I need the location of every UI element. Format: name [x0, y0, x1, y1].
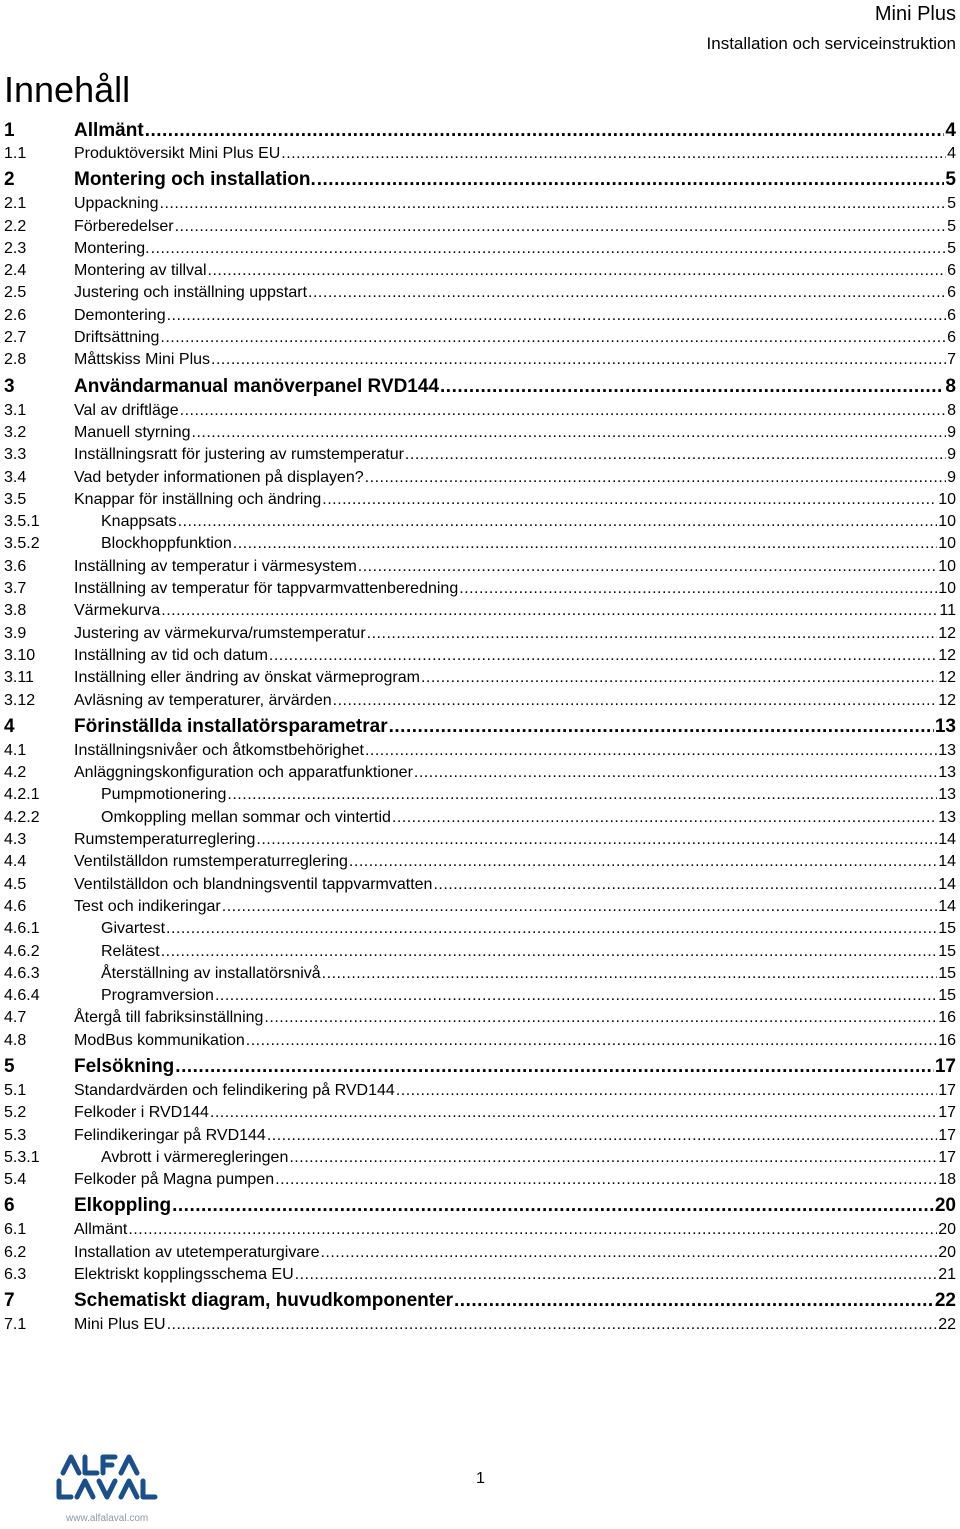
toc-dot-leader [289, 1147, 937, 1169]
toc-entry-title: Ventilställdon rumstemperaturreglering [74, 853, 348, 871]
toc-dot-leader [264, 1007, 937, 1029]
toc-dot-leader [167, 305, 946, 327]
alfa-laval-logo [55, 1447, 185, 1507]
toc-entry-number: 3.11 [4, 669, 34, 687]
toc-entry-number: 1.1 [4, 145, 27, 162]
toc-entry[interactable] [4, 1219, 956, 1241]
toc-entry-page: 5 [947, 195, 956, 213]
page-number: 1 [476, 1470, 485, 1487]
toc-entry-page: 20 [934, 1195, 956, 1217]
toc-entry-page: 6 [947, 306, 956, 324]
toc-entry[interactable] [4, 193, 956, 215]
toc-entry[interactable] [4, 282, 956, 304]
toc-entry[interactable] [4, 714, 956, 740]
toc-entry-page: 13 [934, 715, 956, 737]
toc-entry-page: 15 [938, 987, 956, 1005]
toc-entry-number: 4.3 [4, 831, 27, 849]
toc-dot-leader [367, 623, 938, 645]
toc-entry-title: Driftsättning [74, 329, 160, 347]
toc-entry-title: Mini Plus EU [74, 1316, 166, 1334]
toc-entry-number: 3.12 [4, 691, 36, 709]
toc-entry-page: 14 [938, 897, 956, 915]
toc-entry-page: 16 [938, 1031, 956, 1049]
toc-entry[interactable] [4, 119, 956, 143]
toc-entry-number: 7 [4, 1290, 15, 1312]
toc-entry-page: 17 [938, 1104, 956, 1122]
toc-entry-title: Produktöversikt Mini Plus EU [74, 145, 281, 162]
toc-entry-page: 16 [938, 1009, 956, 1027]
toc-entry-number: 4.6.1 [4, 920, 40, 938]
toc-entry-page: 15 [938, 920, 956, 938]
toc-entry-page: 14 [938, 853, 956, 871]
toc-dot-leader [414, 762, 937, 784]
toc-entry-number: 3.10 [4, 646, 36, 664]
toc-entry-title: Användarmanual manöverpanel RVD144 [74, 375, 440, 397]
toc-dot-leader [322, 963, 938, 985]
toc-entry-page: 22 [938, 1316, 956, 1334]
toc-entry-title: Felkoder i RVD144 [74, 1104, 209, 1122]
toc-entry-title: Justering av värmekurva/rumstemperatur [74, 624, 366, 642]
toc-dot-leader [333, 690, 938, 712]
toc-entry-title: Demontering [74, 306, 166, 324]
toc-entry-page: 8 [945, 375, 956, 397]
toc-entry-page: 20 [938, 1243, 956, 1261]
toc-dot-leader [320, 1242, 937, 1264]
toc-entry[interactable] [4, 667, 956, 689]
toc-entry-title: Anläggningskonfiguration och apparatfunktioner [74, 764, 413, 782]
toc-entry-title: Omkoppling mellan sommar och vintertid [101, 808, 391, 826]
toc-entry[interactable] [4, 829, 956, 851]
toc-entry-title: Val av driftläge [74, 401, 179, 419]
toc-entry-number: 2.5 [4, 284, 27, 302]
toc-entry-page: 15 [938, 942, 956, 960]
toc-entry-page: 13 [938, 741, 956, 759]
toc-entry-number: 3.2 [4, 423, 27, 441]
toc-entry-title: Måttskiss Mini Plus [74, 351, 211, 369]
toc-entry-title: Elektriskt kopplingsschema EU [74, 1266, 294, 1284]
toc-entry[interactable] [4, 489, 956, 511]
toc-entry-title: Knappar för inställning och ändring [74, 490, 322, 508]
toc-entry[interactable] [4, 1264, 956, 1286]
toc-entry-number: 6.2 [4, 1243, 27, 1261]
toc-entry[interactable] [4, 238, 956, 260]
toc-entry-page: 22 [934, 1290, 956, 1312]
toc-dot-leader [151, 238, 947, 260]
toc-entry-title: Elkoppling [74, 1195, 172, 1217]
toc-entry-page: 13 [938, 808, 956, 826]
toc-entry[interactable] [4, 167, 956, 193]
toc-dot-leader [440, 374, 944, 400]
toc-dot-leader [421, 667, 937, 689]
toc-entry[interactable] [4, 143, 956, 165]
toc-dot-leader [275, 1169, 937, 1191]
toc-entry[interactable] [4, 1169, 956, 1191]
toc-entry-title: Allmänt [74, 120, 144, 141]
toc-entry-title: Knappsats [101, 513, 177, 531]
toc-entry-page: 18 [938, 1171, 956, 1189]
toc-dot-leader [295, 1264, 938, 1286]
toc-entry[interactable] [4, 1030, 956, 1052]
toc-entry-page: 12 [938, 669, 956, 687]
toc-entry-title: Standardvärden och felindikering på RVD144 [74, 1081, 395, 1099]
toc-entry-number: 3.4 [4, 468, 27, 486]
toc-entry-number: 3 [4, 375, 15, 397]
toc-entry-number: 4.5 [4, 875, 27, 893]
toc-entry-title: Felsökning [74, 1055, 175, 1077]
toc-entry-number: 3.8 [4, 602, 27, 620]
toc-entry-number: 7.1 [4, 1316, 27, 1334]
toc-entry-page: 5 [945, 169, 956, 191]
toc-dot-leader [172, 1193, 934, 1219]
toc-entry-number: 2.3 [4, 239, 27, 257]
toc-entry[interactable] [4, 784, 956, 806]
toc-dot-leader [308, 282, 946, 304]
toc-entry[interactable] [4, 556, 956, 578]
toc-entry[interactable] [4, 623, 956, 645]
toc-entry-page: 10 [938, 557, 956, 575]
toc-entry[interactable] [4, 1242, 956, 1264]
footer-url: www.alfalaval.com [66, 1513, 149, 1524]
toc-entry-number: 3.5 [4, 490, 27, 508]
toc-entry-number: 1 [4, 120, 15, 141]
toc-entry-page: 12 [938, 624, 956, 642]
toc-entry[interactable] [4, 851, 956, 873]
toc-dot-leader [128, 1219, 937, 1241]
toc-entry-title: Ventilställdon och blandningsventil tappvarmvatten [74, 875, 433, 893]
toc-entry-number: 4.4 [4, 853, 27, 871]
toc-entry-page: 12 [938, 691, 956, 709]
toc-entry-page: 9 [947, 468, 956, 486]
toc-entry-number: 5 [4, 1055, 15, 1077]
toc-dot-leader [208, 260, 947, 282]
toc-entry-page: 17 [938, 1126, 956, 1144]
toc-entry-number: 3.5.2 [4, 535, 40, 553]
toc-entry-number: 4.8 [4, 1031, 27, 1049]
toc-entry-page: 14 [938, 831, 956, 849]
toc-entry-number: 4.2 [4, 764, 27, 782]
toc-entry[interactable] [4, 807, 956, 829]
toc-entry-number: 2.1 [4, 195, 27, 213]
toc-dot-leader [322, 489, 937, 511]
toc-entry-number: 4.2.2 [4, 808, 40, 826]
toc-entry[interactable] [4, 762, 956, 784]
toc-entry-number: 2.2 [4, 217, 27, 235]
toc-entry-title: Återgå till fabriksinställning [74, 1009, 264, 1027]
document-subtitle: Installation och serviceinstruktion [706, 34, 956, 53]
toc-entry-title: Inställning eller ändring av önskat värmeprogram [74, 669, 420, 687]
table-of-contents [4, 119, 956, 1337]
toc-entry-title: Justering och inställning uppstart [74, 284, 308, 302]
toc-entry-title: Inställningsratt för justering av rumstemperatur [74, 446, 404, 464]
toc-entry[interactable] [4, 327, 956, 349]
toc-entry-number: 4 [4, 715, 15, 737]
toc-entry-number: 4.6 [4, 897, 27, 915]
toc-dot-leader [317, 167, 945, 193]
toc-entry-page: 13 [938, 786, 956, 804]
toc-entry-title: Test och indikeringar [74, 897, 221, 915]
toc-entry[interactable] [4, 941, 956, 963]
toc-entry-title: Avläsning av temperaturer, ärvärden [74, 691, 332, 709]
toc-entry-title: Förinställda installatörsparametrar [74, 715, 388, 737]
toc-entry[interactable] [4, 305, 956, 327]
toc-entry-number: 4.6.2 [4, 942, 40, 960]
toc-dot-leader [267, 1125, 937, 1147]
toc-entry-number: 5.2 [4, 1104, 27, 1122]
toc-entry-title: Manuell styrning [74, 423, 191, 441]
toc-entry-title: Värmekurva [74, 602, 161, 620]
toc-dot-leader [161, 941, 938, 963]
toc-entry-page: 5 [947, 217, 956, 235]
toc-entry[interactable] [4, 985, 956, 1007]
toc-dot-leader [160, 327, 946, 349]
toc-entry-number: 4.7 [4, 1009, 27, 1027]
toc-entry[interactable] [4, 444, 956, 466]
toc-entry-page: 15 [938, 964, 956, 982]
toc-entry-title: Montering av tillval [74, 262, 207, 280]
toc-dot-leader [396, 1080, 937, 1102]
toc-dot-leader [222, 896, 937, 918]
toc-entry-title: Pumpmotionering [101, 786, 227, 804]
toc-entry-title: Inställning av tid och datum [74, 646, 268, 664]
toc-entry-number: 5.3 [4, 1126, 27, 1144]
toc-entry-page: 10 [938, 490, 956, 508]
toc-entry-title: Montering och installation. [74, 169, 316, 191]
toc-entry-page: 4 [947, 145, 956, 162]
toc-dot-leader [459, 578, 937, 600]
toc-entry[interactable] [4, 1102, 956, 1124]
toc-entry-title: Felkoder på Magna pumpen [74, 1171, 275, 1189]
toc-entry[interactable] [4, 422, 956, 444]
toc-entry-title: Installation av utetemperaturgivare [74, 1243, 320, 1261]
toc-entry-title: Uppackning [74, 195, 159, 213]
toc-entry-page: 9 [947, 446, 956, 464]
toc-entry-number: 2.6 [4, 306, 27, 324]
toc-entry-title: Schematiskt diagram, huvudkomponenter [74, 1290, 454, 1312]
toc-entry-number: 3.7 [4, 580, 27, 598]
toc-entry[interactable] [4, 1147, 956, 1169]
toc-entry-title: Vad betyder informationen på displayen? [74, 468, 364, 486]
toc-entry-number: 6 [4, 1195, 15, 1217]
toc-entry-page: 6 [947, 284, 956, 302]
toc-entry-page: 21 [938, 1266, 956, 1284]
toc-entry-title: Felindikeringar på RVD144 [74, 1126, 266, 1144]
toc-dot-leader [349, 851, 937, 873]
toc-entry-title: Relätest [101, 942, 160, 960]
toc-dot-leader [210, 1102, 937, 1124]
toc-entry-number: 3.1 [4, 401, 27, 419]
toc-entry[interactable] [4, 645, 956, 667]
toc-entry-page: 12 [938, 646, 956, 664]
toc-dot-leader [145, 119, 945, 143]
toc-entry-title: Inställning av temperatur i värmesystem [74, 557, 357, 575]
toc-entry-number: 2 [4, 169, 15, 191]
toc-entry[interactable] [4, 740, 956, 762]
toc-entry-page: 10 [938, 513, 956, 531]
toc-entry[interactable] [4, 400, 956, 422]
toc-entry-number: 6.1 [4, 1221, 27, 1239]
toc-entry-number: 5.1 [4, 1081, 27, 1099]
toc-entry-number: 2.7 [4, 329, 27, 347]
toc-dot-leader [178, 511, 938, 533]
toc-entry-title: Programversion [101, 987, 214, 1005]
toc-entry-title: ModBus kommunikation [74, 1031, 245, 1049]
toc-entry-page: 11 [939, 602, 956, 620]
toc-entry-title: Rumstemperaturreglering [74, 831, 256, 849]
toc-dot-leader [358, 556, 937, 578]
toc-entry-title: Avbrott i värmeregleringen [101, 1148, 289, 1166]
toc-dot-leader [233, 533, 937, 555]
toc-entry[interactable] [4, 374, 956, 400]
toc-dot-leader [160, 193, 947, 215]
toc-entry-page: 7 [947, 351, 956, 369]
toc-entry-title: Återställning av installatörsnivå [101, 964, 321, 982]
toc-dot-leader [166, 918, 937, 940]
toc-entry-page: 10 [938, 535, 956, 553]
toc-heading: Innehåll [4, 69, 131, 110]
toc-entry[interactable] [4, 578, 956, 600]
toc-entry-title: Montering. [74, 239, 150, 257]
toc-entry[interactable] [4, 1193, 956, 1219]
toc-dot-leader [392, 807, 937, 829]
toc-entry[interactable] [4, 600, 956, 622]
toc-entry[interactable] [4, 511, 956, 533]
toc-dot-leader [175, 216, 946, 238]
toc-dot-leader [405, 444, 946, 466]
toc-dot-leader [211, 349, 946, 371]
toc-entry-page: 17 [938, 1081, 956, 1099]
toc-entry-number: 3.9 [4, 624, 27, 642]
toc-dot-leader [192, 422, 947, 444]
toc-entry-page: 4 [945, 120, 956, 141]
toc-dot-leader [227, 784, 937, 806]
toc-entry-page: 9 [947, 423, 956, 441]
toc-entry-page: 14 [938, 875, 956, 893]
toc-dot-leader [167, 1314, 938, 1336]
toc-entry[interactable] [4, 349, 956, 371]
toc-entry[interactable] [4, 963, 956, 985]
toc-dot-leader [269, 645, 937, 667]
toc-entry-title: Allmänt [74, 1221, 128, 1239]
toc-entry[interactable] [4, 896, 956, 918]
toc-dot-leader [389, 714, 934, 740]
toc-entry-number: 4.6.4 [4, 987, 40, 1005]
toc-entry-title: Blockhoppfunktion [101, 535, 232, 553]
toc-dot-leader [256, 829, 937, 851]
toc-entry[interactable] [4, 1080, 956, 1102]
toc-entry[interactable] [4, 1007, 956, 1029]
toc-entry[interactable] [4, 260, 956, 282]
toc-entry-page: 6 [947, 262, 956, 280]
toc-entry-page: 6 [947, 329, 956, 347]
toc-entry-number: 6.3 [4, 1266, 27, 1284]
toc-dot-leader [215, 985, 937, 1007]
toc-entry-number: 5.4 [4, 1171, 27, 1189]
toc-entry-page: 8 [947, 401, 956, 419]
toc-entry[interactable] [4, 1125, 956, 1147]
toc-dot-leader [161, 600, 938, 622]
toc-entry-page: 13 [938, 764, 956, 782]
toc-entry-number: 4.2.1 [4, 786, 40, 804]
toc-entry-page: 17 [938, 1148, 956, 1166]
toc-entry[interactable] [4, 918, 956, 940]
toc-entry-number: 3.5.1 [4, 513, 40, 531]
document-title: Mini Plus [874, 3, 956, 25]
toc-entry[interactable] [4, 874, 956, 896]
toc-dot-leader [433, 874, 937, 896]
toc-entry-number: 2.8 [4, 351, 27, 369]
toc-entry[interactable] [4, 216, 956, 238]
page-header [707, 2, 956, 55]
toc-entry-page: 20 [938, 1221, 956, 1239]
toc-entry-title: Givartest [101, 920, 166, 938]
toc-entry-page: 17 [934, 1055, 956, 1077]
toc-dot-leader [365, 467, 946, 489]
toc-dot-leader [175, 1054, 934, 1080]
toc-entry-number: 4.1 [4, 741, 27, 759]
toc-dot-leader [281, 143, 946, 165]
toc-entry-number: 4.6.3 [4, 964, 40, 982]
toc-entry-title: Inställning av temperatur för tappvarmvattenberedning [74, 580, 459, 598]
toc-entry-number: 3.3 [4, 446, 27, 464]
toc-entry-title: Inställningsnivåer och åtkomstbehörighet [74, 741, 364, 759]
toc-dot-leader [180, 400, 946, 422]
toc-entry-page: 10 [938, 580, 956, 598]
toc-entry[interactable] [4, 1288, 956, 1314]
toc-entry-page: 5 [947, 239, 956, 257]
toc-entry[interactable] [4, 690, 956, 712]
toc-entry-number: 3.6 [4, 557, 27, 575]
toc-dot-leader [365, 740, 937, 762]
toc-entry[interactable] [4, 467, 956, 489]
toc-entry[interactable] [4, 533, 956, 555]
toc-dot-leader [454, 1288, 934, 1314]
toc-dot-leader [246, 1030, 937, 1052]
toc-entry-title: Förberedelser [74, 217, 174, 235]
toc-entry[interactable] [4, 1054, 956, 1080]
toc-entry[interactable] [4, 1314, 956, 1336]
toc-entry-number: 5.3.1 [4, 1148, 40, 1166]
toc-entry-number: 2.4 [4, 262, 27, 280]
